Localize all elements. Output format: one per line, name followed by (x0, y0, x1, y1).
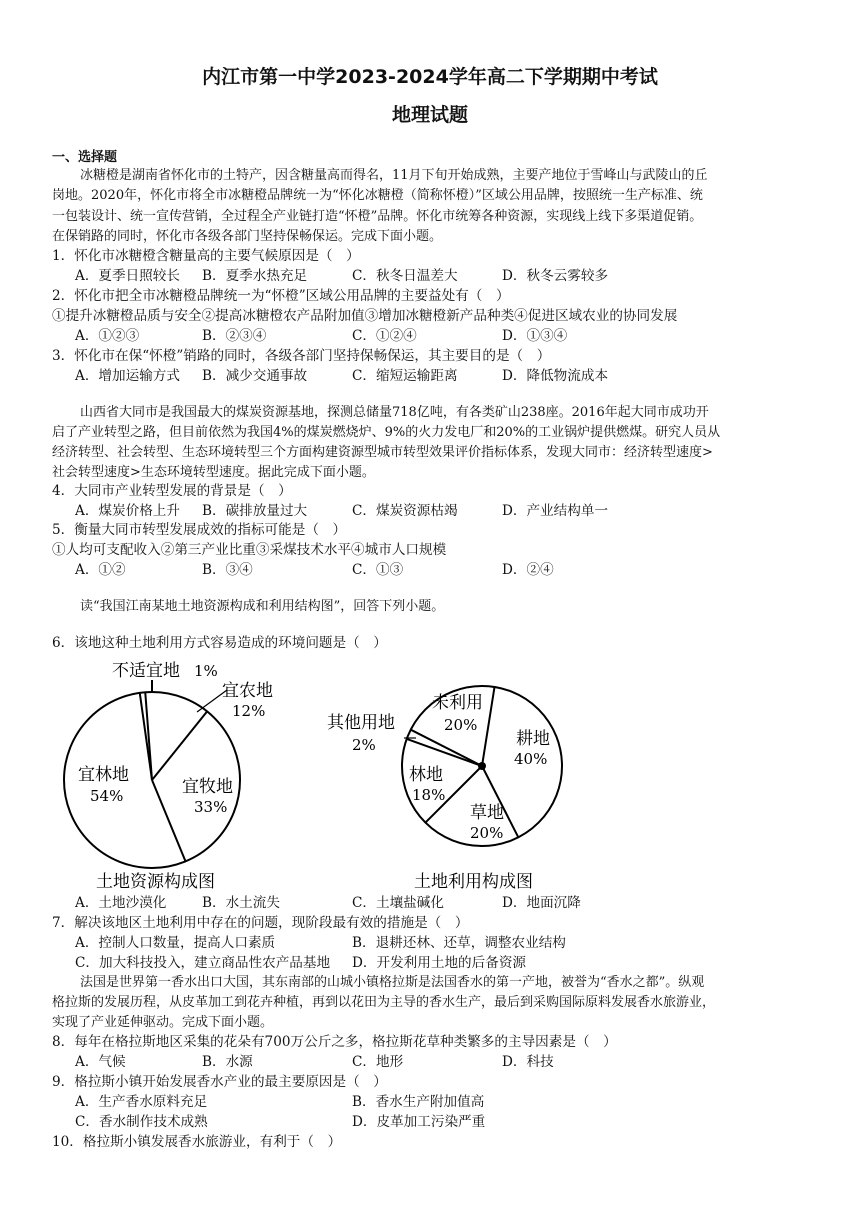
option-b: B．香水生产附加值高 (352, 1094, 485, 1110)
option-b: B．②③④ (202, 328, 267, 344)
question-stem: 2．怀化市把全市冰糖橙品牌统一为“怀橙”区域公用品牌的主要益处有（ ） (52, 288, 510, 304)
chart-title: 土地利用构成图 (414, 872, 533, 892)
passage-line: 冰糖橙是湖南省怀化市的土特产，因含糖量高而得名，11月下旬开始成熟，主要产地位于雪峰山与武陵山的丘 (80, 168, 708, 183)
option-b: B．退耕还林、还草，调整农业结构 (352, 935, 566, 951)
question-stem: 5．衡量大同市转型发展成效的指标可能是（ ） (52, 522, 347, 538)
slice-label-unused: 未利用 (432, 693, 483, 713)
option-a: A．生产香水原料充足 (75, 1094, 208, 1110)
slice-label-grass: 草地 (470, 803, 504, 823)
passage-line: 岗地。2020年，怀化市将全市冰糖橙品牌统一为“怀化冰糖橙（简称怀橙）”区域公用品牌，按照统一生产标准、统 (52, 188, 703, 203)
passage-line: 山西省大同市是我国最大的煤炭资源基地，探测总储量718亿吨，有各类矿山238座。2016年起大同市成功开 (80, 405, 709, 420)
land-charts-figure (52, 650, 612, 900)
slice-label-cropland: 耕地 (516, 729, 550, 749)
option-a: A．①② (75, 562, 126, 578)
option-d: D．产业结构单一 (502, 503, 609, 519)
option-b: B．③④ (202, 562, 253, 578)
question-stem: 4．大同市产业转型发展的背景是（ ） (52, 483, 292, 499)
option-d: D．秋冬云雾较多 (502, 268, 609, 284)
slice-label-forest: 宜林地 (78, 765, 129, 785)
exam-subtitle: 地理试题 (391, 104, 468, 126)
passage-line: 读“我国江南某地土地资源构成和利用结构图”，回答下列小题。 (80, 599, 445, 614)
option-a: A．控制人口数量，提高人口素质 (75, 935, 276, 951)
slice-pct-grass: 20% (470, 824, 504, 842)
question-stem: 6．该地这种土地利用方式容易造成的环境问题是（ ） (52, 635, 387, 651)
passage-line: 启了产业转型之路，但目前依然为我国4%的煤炭燃烧炉、9%的火力发电厂和20%的工业锅炉提供燃煤。研究人员从 (52, 425, 721, 440)
question-stem: 8．每年在格拉斯地区采集的花朵有700万公斤之多，格拉斯花草种类繁多的主导因素是（ ） (52, 1034, 617, 1050)
use-slice-boundary-4 (411, 730, 482, 766)
option-c: C．土壤盐碱化 (352, 895, 444, 911)
slice-label-unsuitable: 不适宜地 (112, 661, 180, 681)
slice-label-other: 其他用地 (327, 713, 395, 733)
slice-pct-other: 2% (352, 736, 376, 754)
option-b: B．夏季水热充足 (202, 268, 308, 284)
passage-line: 经济转型、社会转型、生态环境转型三个方面构建资源型城市转型效果评价指标体系，发现大同市：经济转型速度> (52, 445, 713, 460)
option-a: A．煤炭价格上升 (75, 503, 180, 519)
option-b: B．水土流失 (202, 895, 280, 911)
question-stem: 7．解决该地区土地利用中存在的问题，现阶段最有效的措施是（ ） (52, 915, 469, 931)
question-stem: 3．怀化市在保“怀橙”销路的同时，各级各部门坚持保畅保运，其主要目的是（ ） (52, 348, 551, 364)
question-items: ①人均可支配收入②第三产业比重③采煤技术水平④城市人口规模 (52, 542, 447, 558)
option-a: A．①②③ (75, 328, 140, 344)
slice-pct-farm: 12% (232, 702, 266, 720)
pie-center (478, 762, 486, 770)
passage-line: 一包装设计、统一宣传营销，全过程全产业链打造“怀橙”品牌。怀化市统筹各种资源，实现线上线下多渠道促销。 (52, 209, 703, 224)
option-c: C．地形 (352, 1054, 404, 1070)
use-slice-boundary-0 (482, 687, 495, 766)
use-slice-boundary-3 (407, 739, 482, 766)
slice-pct-unused: 20% (444, 716, 478, 734)
option-c: C．①③ (352, 562, 404, 578)
section-heading: 一、选择题 (52, 150, 118, 165)
option-d: D．科技 (502, 1054, 554, 1070)
option-c: C．秋冬日温差大 (352, 268, 458, 284)
question-stem: 10．格拉斯小镇发展香水旅游业，有利于（ ） (52, 1134, 342, 1150)
question-stem: 9．格拉斯小镇开始发展香水产业的最主要原因是（ ） (52, 1074, 387, 1090)
question-items: ①提升冰糖橙品质与安全②提高冰糖橙农产品附加值③增加冰糖橙新产品种类④促进区域农业的协同发展 (52, 308, 678, 324)
option-b: B．减少交通事故 (202, 368, 308, 384)
chart-title: 土地资源构成图 (96, 872, 215, 892)
slice-label-farm: 宜农地 (222, 681, 273, 701)
option-d: D．地面沉降 (502, 895, 581, 911)
option-d: D．皮革加工污染严重 (352, 1114, 486, 1130)
passage-line: 格拉斯的发展历程，从皮革加工到花卉种植，再到以花田为主导的香水生产，最后到采购国际原料发展香水旅游业， (52, 995, 716, 1010)
slice-pct-pasture: 33% (194, 798, 228, 816)
slice-label-woodland: 林地 (409, 765, 443, 785)
option-b: B．碳排放量过大 (202, 503, 308, 519)
passage-line: 法国是世界第一香水出口大国，其东南部的山城小镇格拉斯是法国香水的第一产地，被誉为“香水之都”。纵观 (80, 975, 705, 990)
option-d: D．开发利用土地的后备资源 (352, 955, 527, 971)
passage-line: 实现了产业延伸驱动。完成下面小题。 (52, 1015, 274, 1030)
option-c: C．煤炭资源枯竭 (352, 503, 458, 519)
passage-line: 在保销路的同时，怀化市各级各部门坚持保畅保运。完成下面小题。 (52, 229, 443, 244)
option-d: D．②④ (502, 562, 554, 578)
slice-pct-cropland: 40% (514, 750, 548, 768)
land-resource-pie (64, 661, 273, 892)
land-use-pie (327, 686, 562, 892)
option-c: C．缩短运输距离 (352, 368, 458, 384)
option-a: A．土地沙漠化 (75, 895, 167, 911)
option-a: A．气候 (75, 1054, 126, 1070)
option-a: A．夏季日照较长 (75, 268, 180, 284)
slice-pct-forest: 54% (90, 787, 124, 805)
question-stem: 1．怀化市冰糖橙含糖量高的主要气候原因是（ ） (52, 248, 360, 264)
option-d: D．降低物流成本 (502, 368, 609, 384)
exam-title: 内江市第一中学2023-2024学年高二下学期期中考试 (202, 66, 658, 88)
option-b: B．水源 (202, 1054, 253, 1070)
option-c: C．加大科技投入，建立商品性农产品基地 (75, 955, 331, 971)
slice-pct-unsuitable: 1% (194, 662, 218, 680)
pie-charts-svg (52, 650, 612, 900)
option-d: D．①③④ (502, 328, 568, 344)
resource-slice-boundary-2 (152, 711, 207, 780)
option-a: A．增加运输方式 (75, 368, 180, 384)
option-c: C．①②④ (352, 328, 417, 344)
resource-slice-boundary-3 (152, 780, 186, 861)
option-c: C．香水制作技术成熟 (75, 1114, 208, 1130)
passage-line: 社会转型速度>生态环境转型速度。据此完成下面小题。 (52, 465, 375, 480)
slice-label-pasture: 宜牧地 (182, 777, 233, 797)
slice-pct-woodland: 18% (412, 786, 446, 804)
